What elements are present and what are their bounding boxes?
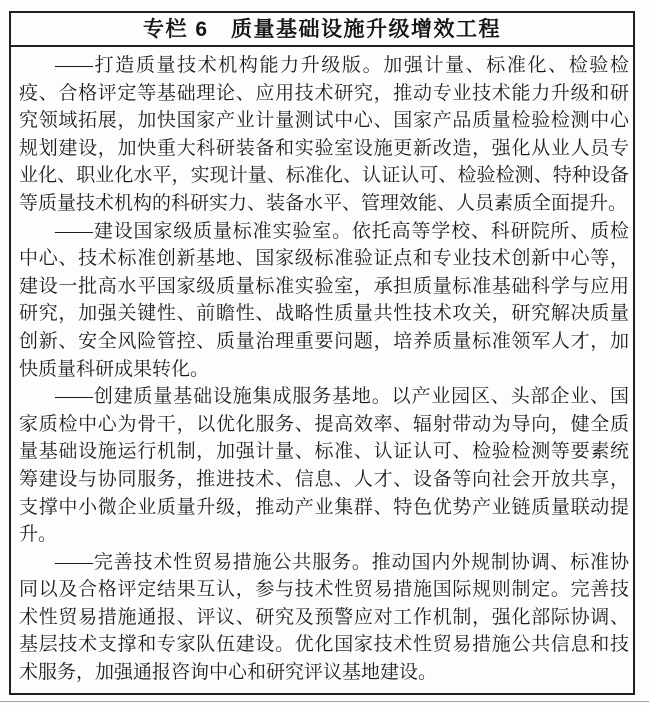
text-line: 研究，加强关键性、前瞻性、战略性质量共性技术攻关，研究解决质量 xyxy=(19,303,629,325)
text-line: 中心、技术标准创新基地、国家级标准验证点和专业技术创新中心等， xyxy=(19,248,629,270)
text-line: 快质量科研成果转化。 xyxy=(19,358,210,380)
text-line: 疫、合格评定等基础理论、应用技术研究，推动专业技术能力升级和研 xyxy=(19,82,629,104)
panel-body xyxy=(11,47,633,687)
text-line: 究领域拓展，加快国家产业计量测试中心、国家产品质量检验检测中心 xyxy=(19,110,629,132)
text-line: 升。 xyxy=(19,524,58,546)
text-line: ——完善技术性贸易措施公共服务。推动国内外规制协调、标准协 xyxy=(55,551,629,573)
text-line: 基层技术支撑和专家队伍建设。优化国家技术性贸易措施公共信息和技 xyxy=(19,634,629,656)
text-line: 建设一批高水平国家级质量标准实验室，承担质量标准基础科学与应用 xyxy=(19,275,629,297)
paragraph-2 xyxy=(19,218,629,384)
text-line: 创新、安全风险管控、质量治理重要问题，培养质量标准领军人才，加 xyxy=(19,330,629,352)
text-line: 术服务，加强通报咨询中心和研究评议基地建设。 xyxy=(19,662,438,684)
text-line: 筹建设与协同服务，推进技术、信息、人才、设备等向社会开放共享， xyxy=(19,468,629,490)
paragraph-3 xyxy=(19,383,629,549)
text-line: 规划建设，加快重大科研装备和实验室设施更新改造，强化从业人员专 xyxy=(19,137,629,159)
text-line: ——建设国家级质量标准实验室。依托高等学校、科研院所、质检 xyxy=(55,220,629,242)
text-line: 量基础设施运行机制，加强计量、标准、认证认可、检验检测等要素统 xyxy=(19,441,629,463)
panel-title: 专栏 6 质量基础设施升级增效工程 xyxy=(11,13,633,47)
paragraph-1 xyxy=(19,52,629,218)
text-line: 家质检中心为骨干，以优化服务、提高效率、辐射带动为导向，健全质 xyxy=(19,413,629,435)
paragraph-4 xyxy=(19,549,629,687)
text-line: 支撑中小微企业质量升级，推动产业集群、特色优势产业链质量联动提 xyxy=(19,496,629,518)
text-line: 同以及合格评定结果互认，参与技术性贸易措施国际规则制定。完善技 xyxy=(19,579,629,601)
scan-artifact-line xyxy=(0,701,649,702)
text-line: ——创建质量基础设施集成服务基地。以产业园区、头部企业、国 xyxy=(55,386,629,408)
text-line: 等质量技术机构的科研实力、装备水平、管理效能、人员素质全面提升。 xyxy=(19,192,628,214)
text-line: ——打造质量技术机构能力升级版。加强计量、标准化、检验检 xyxy=(55,55,629,76)
text-line: 业化、职业化水平，实现计量、标准化、认证认可、检验检测、特种设备 xyxy=(19,165,629,187)
text-line: 术性贸易措施通报、评议、研究及预警应对工作机制，强化部际协调、 xyxy=(19,606,629,628)
panel-box xyxy=(9,11,635,695)
